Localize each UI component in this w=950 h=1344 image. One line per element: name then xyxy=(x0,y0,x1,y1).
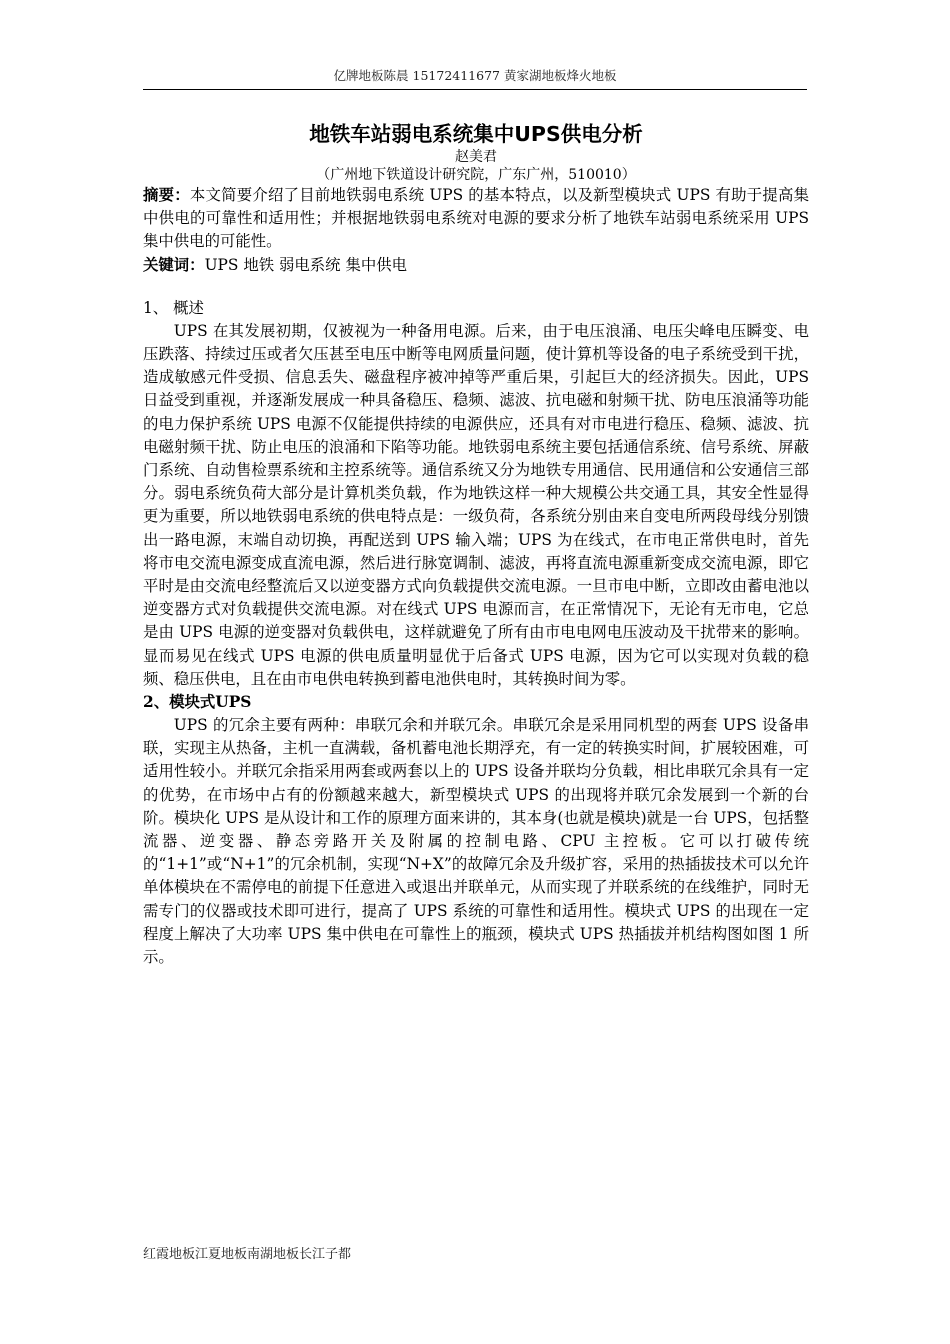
abstract xyxy=(143,184,809,254)
affiliation: （广州地下铁道设计研究院，广东广州，510010） xyxy=(316,167,636,183)
document-body xyxy=(143,120,809,969)
abstract-text: 本文简要介绍了目前地铁弱电系统 UPS 的基本特点，以及新型模块式 UPS 有助于提高集中供电的可靠性和适用性；并根据地铁弱电系统对电源的要求分析了地铁车站弱电系统采用 UPS 集中供电的可能性。 xyxy=(143,186,809,251)
section-heading-overview: 1、 概述 xyxy=(143,298,204,317)
section-paragraph-overview: UPS 在其发展初期，仅被视为一种备用电源。后来，由于电压浪涌、电压尖峰电压瞬变、电压跌落、持续过压或者欠压甚至电压中断等电网质量问题，使计算机等设备的电子系统受到干扰，造成敏感元件受损、信息丢失、磁盘程序被冲掉等严重后果，引起巨大的经济损失。因此，UPS 日益受到重视，并逐渐发展成一种具备稳压、稳频、滤波、抗电磁和射频干扰、防电压浪涌等功能的电力保护系统 UPS 电源不仅能提供持续的电源供应，还具有对市电进行稳压、稳频、滤波、抗电磁射频干扰、防止电压的浪涌和下陷等功能。地铁弱电系统主要包括通信系统、信号系统、屏蔽门系统、自动售检票系统和主控系统等。通信系统又分为地铁专用通信、民用通信和公安通信三部分。弱电系统负荷大部分是计算机类负载，作为地铁这样一种大规模公共交通工具，其安全性显得更为重要，所以地铁弱电系统的供电特点是：一级负荷，各系统分别由来自变电所两段母线分别馈出一路电源，末端自动切换，再配送到 UPS 输入端；UPS 为在线式，在市电正常供电时，首先将市电交流电源变成直流电源，然后进行脉宽调制、滤波，再将直流电源重新变成交流电源，即它平时是由交流电经整流后又以逆变器方式向负载提供交流电源。一旦市电中断，立即改由蓄电池以逆变器方式对负载提供交流电源。对在线式 UPS 电源而言，在正常情况下，无论有无市电，它总是由 UPS 电源的逆变器对负载供电，这样就避免了所有由市电电网电压波动及干扰带来的影响。显而易见在线式 UPS 电源的供电质量明显优于后备式 UPS 电源，因为它可以实现对负载的稳频、稳压供电，且在由市电供电转换到蓄电池供电时，其转换时间为零。 xyxy=(143,321,809,688)
keywords xyxy=(143,254,809,277)
spacer xyxy=(143,277,809,297)
abstract-label: 摘要： xyxy=(143,186,190,204)
author: 赵美君 xyxy=(455,149,497,165)
page-footer: 红霞地板江夏地板南湖地板长江子都 xyxy=(143,1247,352,1262)
keywords-text: UPS 地铁 弱电系统 集中供电 xyxy=(204,255,408,274)
keywords-label: 关键词： xyxy=(143,255,205,274)
paper-title: 地铁车站弱电系统集中UPS供电分析 xyxy=(309,122,643,146)
section-heading-modular-ups: 2、模块式UPS xyxy=(143,693,252,712)
section-paragraph-modular-ups: UPS 的冗余主要有两种：串联冗余和并联冗余。串联冗余是采用同机型的两套 UPS 设备串联，实现主从热备，主机一直满载，备机蓄电池长期浮充，有一定的转换实时间，扩展较困难，可适用性较小。并联冗余指采用两套或两套以上的 UPS 设备并联均分负载，相比串联冗余具有一定的优势，在市场中占有的份额越来越大，新型模块式 UPS 的出现将并联冗余发展到一个新的台阶。模块化 UPS 是从设计和工作的原理方面来讲的，其本身(也就是模块)就是一台 UPS，包括整流器、逆变器、静态旁路开关及附属的控制电路、CPU 主控板。它可以打破传统的“1+1”或“N+1”的冗余机制，实现“N+X”的故障冗余及升级扩容，采用的热插拔技术可以允许单体模块在不需停电的前提下任意进入或退出并联单元，从而实现了并联系统的在线维护，同时无需专门的仪器或技术即可进行，提高了 UPS 系统的可靠性和适用性。模块式 UPS 的出现在一定程度上解决了大功率 UPS 集中供电在可靠性上的瓶颈，模块式 UPS 热插拔并机结构图如图 1 所示。 xyxy=(143,716,809,967)
page-header: 亿牌地板陈晨 15172411677 黄家湖地板烽火地板 xyxy=(143,66,807,90)
